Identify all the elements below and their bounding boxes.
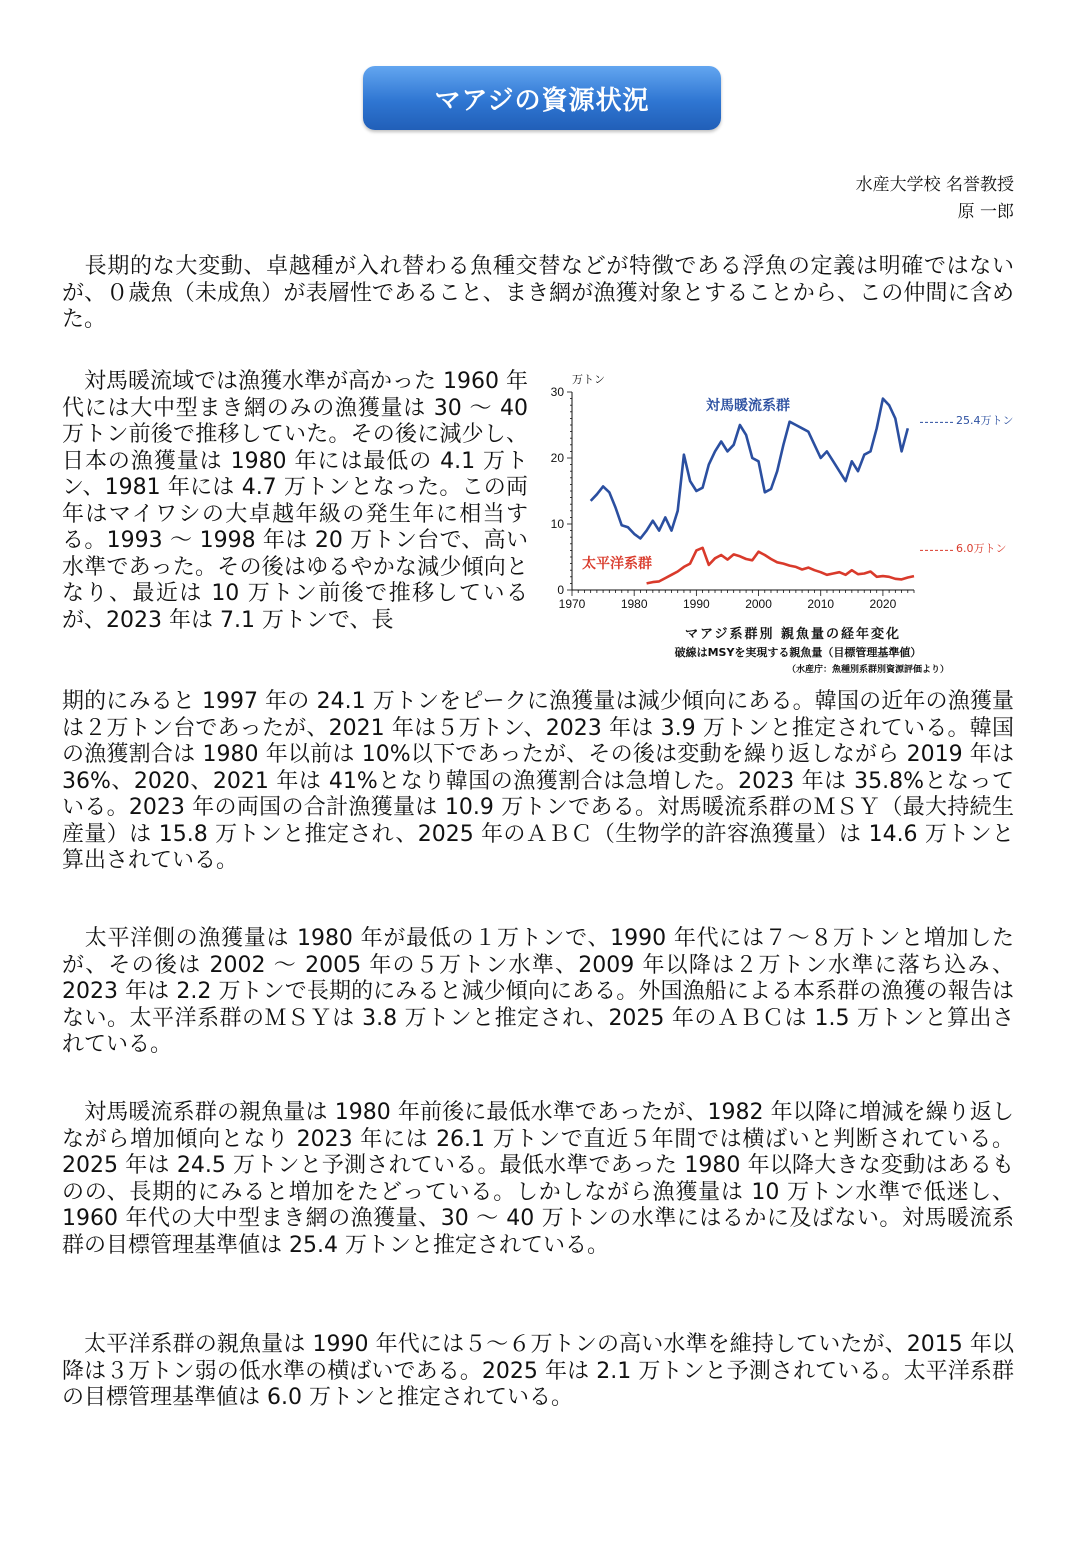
- x-tick-label: 2020: [869, 597, 897, 611]
- ref-label-pacific: 6.0万トン: [956, 542, 1007, 555]
- x-tick-label: 2010: [807, 597, 835, 611]
- author-name: 原 一郎: [957, 202, 1014, 222]
- author-affiliation: 水産大学校 名誉教授: [855, 175, 1014, 195]
- chart-title: マアジ系群別 親魚量の経年変化: [684, 627, 902, 642]
- paragraph-intro: 長期的な大変動、卓越種が入れ替わる魚種交替などが特徴である浮魚の定義は明確ではないが、０歳魚（未成魚）が表層性であること、まき網が漁獲対象とすることから、この仲間に含めた。: [62, 254, 1014, 332]
- author-block: [856, 172, 1014, 226]
- y-tick-label: 30: [550, 385, 564, 399]
- paragraph-tsushima-biomass: 対馬暖流系群の親魚量は 1980 年前後に最低水準であったが、1982 年以降に増減を繰り返しながら増加傾向となり 2023 年には 26.1 万トンで直近５年間では横ばいと判断されている。2025 年は 24.5 万トンと予測されている。最低水準であった 1980 年以降大きな変動はあるものの、長期的にみると増加をたどっている。しかしながら漁獲量は 10 万トン水準で低迷し、1960 年代の大中型まき網の漁獲量、30 〜 40 万トンの水準にはるかに及ばない。対馬暖流系群の目標管理基準値は 25.4 万トンと推定されている。: [62, 1100, 1014, 1258]
- chart-source: （水産庁：魚種別系群別資源評価より）: [786, 665, 950, 675]
- series-line-pacific: [647, 548, 914, 584]
- paragraph-pacific-catch: 太平洋側の漁獲量は 1980 年が最低の１万トンで、1990 年代には７〜８万トンと増加したが、その後は 2002 〜 2005 年の５万トン水準、2009 年以降は２万トン水準に落ち込み、2023 年は 2.2 万トンで長期的にみると減少傾向にある。外国漁船による本系群の漁獲の報告はない。太平洋系群のＭＳＹは 3.8 万トンと推定され、2025 年のＡＢＣは 1.5 万トンと算出されている。: [62, 926, 1014, 1057]
- y-tick-label: 20: [550, 451, 564, 465]
- chart-axes: [551, 385, 914, 611]
- page-title: マアジの資源状況: [434, 85, 650, 116]
- series-label-tsushima: 対馬暖流系群: [706, 398, 790, 414]
- chart-subtitle: 破線はMSYを実現する親魚量（目標管理基準値）: [674, 646, 922, 659]
- x-tick-label: 1970: [558, 597, 586, 611]
- x-tick-label: 1980: [620, 597, 648, 611]
- paragraph-pacific-biomass: 太平洋系群の親魚量は 1990 年代には５〜６万トンの高い水準を維持していたが、2015 年以降は３万トン弱の低水準の横ばいである。2025 年は 2.1 万トンと予測されている。太平洋系群の目標管理基準値は 6.0 万トンと推定されている。: [62, 1332, 1014, 1410]
- x-tick-label: 2000: [745, 597, 772, 611]
- y-tick-label: 10: [550, 517, 564, 531]
- paragraph-tsushima-catch-cont: 期的にみると 1997 年の 24.1 万トンをピークに漁獲量は減少傾向にある。韓国の近年の漁獲量は２万トン台であったが、2021 年は５万トン、2023 年は 3.9 万トンと推定されている。韓国の漁獲割合は 1980 年以前は 10%以下であったが、その後は変動を繰り返しながら 2019 年は 36%、2020、2021 年は 41%となり韓国の漁獲割合は急増した。2023 年は 35.8%となっている。2023 年の両国の合計漁獲量は 10.9 万トンである。対馬暖流系群のＭＳＹ（最大持続生産量）は 15.8 万トンと推定され、2025 年のＡＢＣ（生物学的許容漁獲量）は 14.6 万トンと算出されている。: [62, 689, 1014, 873]
- series-line-tsushima: [591, 399, 908, 539]
- biomass-chart: [548, 368, 1018, 688]
- chart-y-unit: 万トン: [572, 373, 605, 386]
- title-banner: [363, 66, 721, 130]
- x-tick-label: 1990: [683, 597, 710, 611]
- series-label-pacific: 太平洋系群: [582, 556, 652, 572]
- y-tick-label: 0: [557, 583, 564, 597]
- paragraph-tsushima-catch: 対馬暖流域では漁獲水準が高かった 1960 年代には大中型まき網のみの漁獲量は 30 〜 40 万トン前後で推移していた。その後に減少し、日本の漁獲量は 1980 年には最低の 4.1 万トン、1981 年には 4.7 万トンとなった。この両年はマイワシの大卓越年級の発生年に相当する。1993 〜 1998 年は 20 万トン台で、高い水準であった。その後はゆるやかな減少傾向となり、最近は 10 万トン前後で推移しているが、2023 年は 7.1 万トンで、長: [62, 369, 528, 633]
- ref-label-tsushima: 25.4万トン: [956, 414, 1014, 427]
